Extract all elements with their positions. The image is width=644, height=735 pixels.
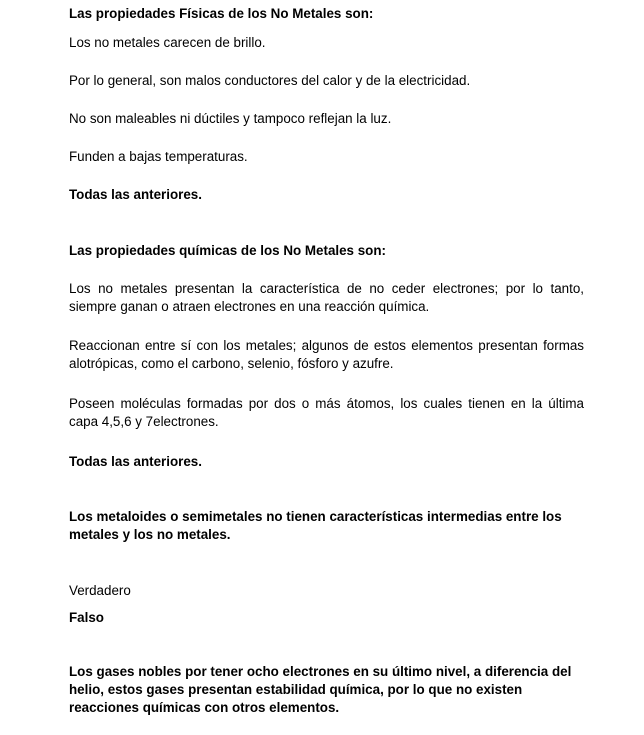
question-3-option-true[interactable]: Verdadero <box>69 583 131 598</box>
question-1-option-5[interactable]: Todas las anteriores. <box>69 187 202 202</box>
question-3-prompt: Los metaloides o semimetales no tienen características intermedias entre los metales y los no metales. <box>69 509 562 542</box>
question-3-option-false[interactable]: Falso <box>69 610 104 625</box>
question-4-prompt: Los gases nobles por tener ocho electrones en su último nivel, a diferencia del helio, estos gases presentan estabilidad química, por lo que no existen reacciones químicas con otros elementos. <box>69 664 572 715</box>
question-2-option-1[interactable]: Los no metales presentan la característica de no ceder electrones; por lo tanto, siempre ganan o atraen electrones en una reacción química. <box>69 281 584 314</box>
question-1-option-1[interactable]: Los no metales carecen de brillo. <box>69 35 266 50</box>
question-1-prompt: Las propiedades Físicas de los No Metales son: <box>69 6 374 21</box>
question-2-option-2[interactable]: Reaccionan entre sí con los metales; algunos de estos elementos presentan formas alotrópicas, como el carbono, selenio, fósforo y azufre. <box>69 338 584 371</box>
question-1-option-3[interactable]: No son maleables ni dúctiles y tampoco reflejan la luz. <box>69 111 392 126</box>
question-2-prompt: Las propiedades químicas de los No Metales son: <box>69 243 386 258</box>
question-2-option-4[interactable]: Todas las anteriores. <box>69 454 202 469</box>
question-1-option-2[interactable]: Por lo general, son malos conductores del calor y de la electricidad. <box>69 73 471 88</box>
question-2-option-3[interactable]: Poseen moléculas formadas por dos o más átomos, los cuales tienen en la última capa 4,5,6 y 7electrones. <box>69 396 584 429</box>
question-1-option-4[interactable]: Funden a bajas temperaturas. <box>69 149 248 164</box>
